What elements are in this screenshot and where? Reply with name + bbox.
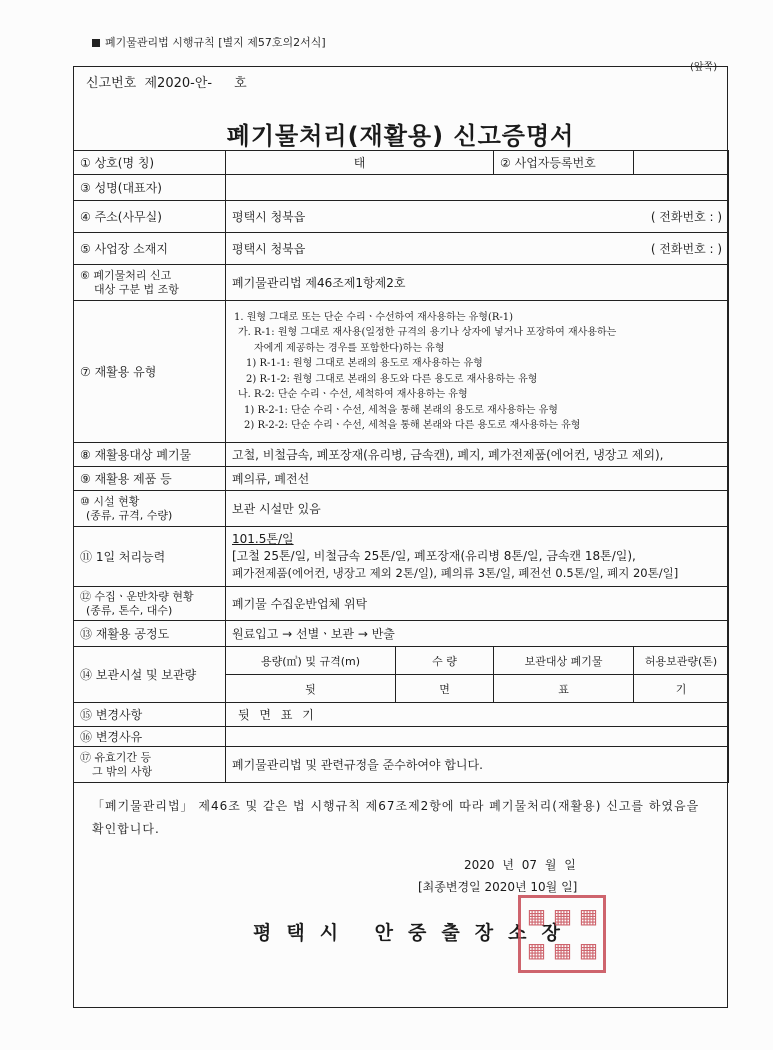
label-capacity: ⑪ 1일 처리능력 bbox=[74, 527, 226, 587]
value-product: 폐의류, 폐전선 bbox=[226, 467, 729, 491]
form-reference: 폐기물관리법 시행규칙 [별지 제57호의2서식] bbox=[92, 34, 326, 50]
label-bizno: ② 사업자등록번호 bbox=[494, 151, 634, 175]
label-validity: ⑰ 유효기간 등 그 밖의 사항 bbox=[74, 747, 226, 783]
value-name: 태 bbox=[226, 151, 494, 175]
label-site: ⑤ 사업장 소재지 bbox=[74, 233, 226, 265]
value-capacity: 101.5톤/일 [고철 25톤/일, 비철금속 25톤/일, 폐포장재(유리병 8톤/일, 금속캔 18톤/일), 폐가전제품(에어컨, 냉장고 제외 2톤/일), 폐의류 3톤/일, 폐전선 0.5톤/일, 폐지 20톤/일] bbox=[226, 527, 729, 587]
label-waste: ⑧ 재활용대상 폐기물 bbox=[74, 443, 226, 467]
value-recycle-type: 1. 원형 그대로 또는 단순 수리ㆍ수선하여 재사용하는 유형(R-1) 가. R-1: 원형 그대로 재사용(일정한 규격의 용기나 상자에 넣거나 포장하여 재사용하는 자에게 제공하는 경우를 포함한다)하는 유형 1) R-1-1: 원형 그대로 본래의 용도로 재사용하는 유형 2) R-1-2: 원형 그대로 본래의 용도와 다른 용도로 재사용하는 유형 나. R-2: 단순 수리ㆍ수선, 세척하여 재사용하는 유형 1) R-2-1: 단순 수리ㆍ수선, 세척을 통해 본래의 용도로 재사용하는 유형 2) R-2-2: 단순 수리ㆍ수선, 세척을 통해 본래와 다른 용도로 재사용하는 유형 bbox=[226, 301, 729, 443]
label-representative: ③ 성명(대표자) bbox=[74, 175, 226, 201]
label-process: ⑬ 재활용 공정도 bbox=[74, 621, 226, 647]
value-representative bbox=[226, 175, 729, 201]
value-change: 뒷 면 표 기 bbox=[226, 703, 729, 727]
row-vehicle bbox=[74, 587, 729, 621]
storage-header-capacity: 용량(㎥) 및 규격(m) bbox=[226, 647, 396, 675]
value-address: 평택시 청북읍 ( 전화번호 : ) bbox=[226, 201, 729, 233]
label-change: ⑮ 변경사항 bbox=[74, 703, 226, 727]
page-side-label: (앞쪽) bbox=[690, 62, 718, 73]
row-change bbox=[74, 703, 729, 727]
last-change-date: [최종변경일 2020년 10월 일] bbox=[418, 880, 578, 894]
label-vehicle: ⑫ 수집ㆍ운반차량 현황 (종류, 톤수, 대수) bbox=[74, 587, 226, 621]
storage-header-allowed: 허용보관량(톤) bbox=[634, 647, 729, 675]
certificate-form bbox=[73, 150, 729, 783]
row-facility bbox=[74, 491, 729, 527]
issuing-office: 평택시 안중출장소장 bbox=[253, 922, 575, 944]
row-validity bbox=[74, 747, 729, 783]
value-process: 원료입고 → 선별ㆍ보관 → 반출 bbox=[226, 621, 729, 647]
storage-value-waste: 표 bbox=[494, 675, 634, 703]
issue-date: 2020 년 07 월 일 bbox=[464, 858, 576, 872]
value-vehicle: 폐기물 수집운반업체 위탁 bbox=[226, 587, 729, 621]
row-waste bbox=[74, 443, 729, 467]
row-representative bbox=[74, 175, 729, 201]
row-site bbox=[74, 233, 729, 265]
storage-header-waste: 보관대상 폐기물 bbox=[494, 647, 634, 675]
label-address: ④ 주소(사무실) bbox=[74, 201, 226, 233]
label-recycle-type: ⑦ 재활용 유형 bbox=[74, 301, 226, 443]
row-name bbox=[74, 151, 729, 175]
label-product: ⑨ 재활용 제품 등 bbox=[74, 467, 226, 491]
value-validity: 폐기물관리법 및 관련규정을 준수하여야 합니다. bbox=[226, 747, 729, 783]
label-storage: ⑭ 보관시설 및 보관량 bbox=[74, 647, 226, 703]
document-title: 폐기물처리(재활용) 신고증명서 bbox=[226, 122, 575, 150]
address-phone: ( 전화번호 : ) bbox=[650, 210, 723, 224]
row-reason bbox=[74, 727, 729, 747]
row-address bbox=[74, 201, 729, 233]
value-facility: 보관 시설만 있음 bbox=[226, 491, 729, 527]
row-process bbox=[74, 621, 729, 647]
value-bizno bbox=[634, 151, 729, 175]
row-basis bbox=[74, 265, 729, 301]
storage-value-allowed: 기 bbox=[634, 675, 729, 703]
value-reason bbox=[226, 727, 729, 747]
row-product bbox=[74, 467, 729, 491]
row-storage-header bbox=[74, 647, 729, 675]
row-recycle-type bbox=[74, 301, 729, 443]
registration-number: 신고번호 제2020-안- 호 bbox=[86, 76, 247, 91]
storage-header-quantity: 수 량 bbox=[396, 647, 494, 675]
confirmation-statement: 「폐기물관리법」 제46조 및 같은 법 시행규칙 제67조제2항에 따라 폐기물처리(재활용) 신고를 하였음을 확인합니다. bbox=[92, 799, 700, 836]
value-waste: 고철, 비철금속, 폐포장재(유리병, 금속캔), 폐지, 폐가전제품(에어컨, 냉장고 제외), bbox=[226, 443, 729, 467]
site-phone: ( 전화번호 : ) bbox=[650, 242, 723, 256]
label-reason: ⑯ 변경사유 bbox=[74, 727, 226, 747]
value-basis: 폐기물관리법 제46조제1항제2호 bbox=[226, 265, 729, 301]
storage-value-quantity: 면 bbox=[396, 675, 494, 703]
value-site: 평택시 청북읍 ( 전화번호 : ) bbox=[226, 233, 729, 265]
official-seal-icon: ▦ ▦ ▦ ▦ ▦ ▦ bbox=[518, 895, 606, 973]
label-basis: ⑥ 폐기물처리 신고 대상 구분 법 조항 bbox=[74, 265, 226, 301]
storage-value-capacity: 뒷 bbox=[226, 675, 396, 703]
row-capacity bbox=[74, 527, 729, 587]
label-name: ① 상호(명 칭) bbox=[74, 151, 226, 175]
label-facility: ⑩ 시설 현황 (종류, 규격, 수량) bbox=[74, 491, 226, 527]
